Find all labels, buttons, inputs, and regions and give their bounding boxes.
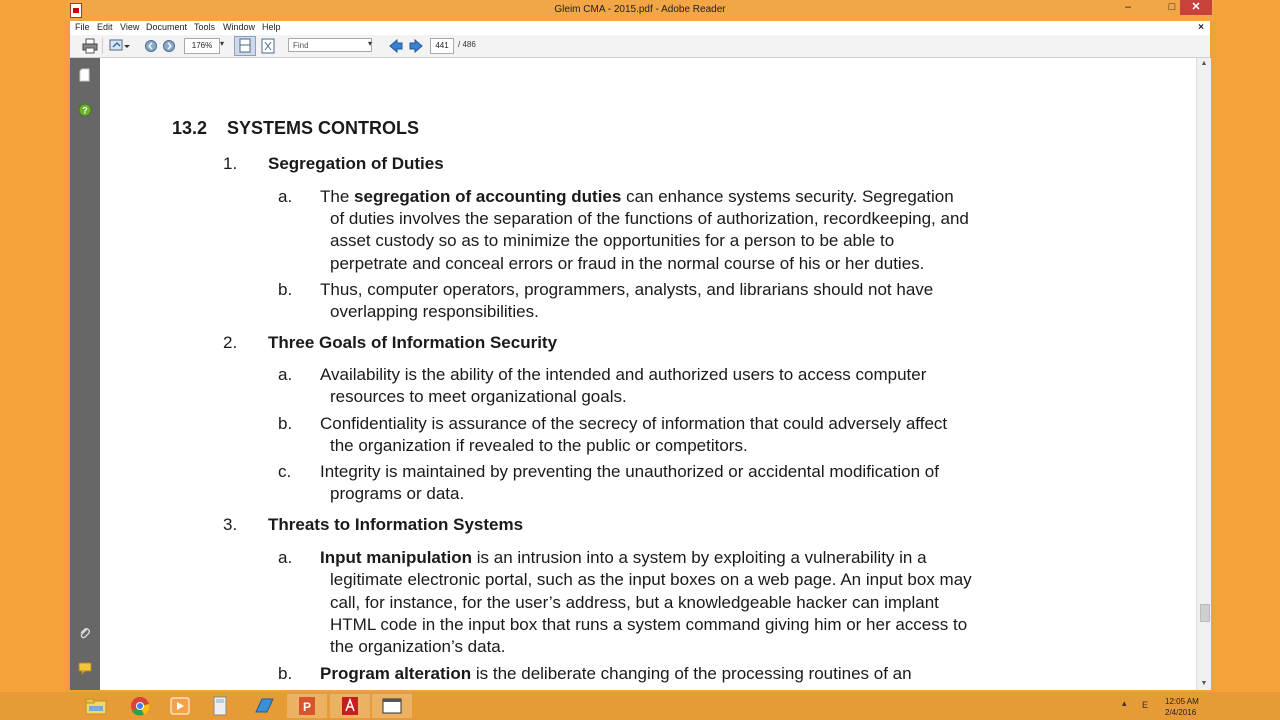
title-bar[interactable]: [66, 0, 1214, 21]
share-icon[interactable]: [108, 38, 130, 54]
scroll-up-icon[interactable]: ▲: [1200, 60, 1208, 67]
minimize-button[interactable]: –: [1124, 1, 1132, 13]
svg-text:P: P: [302, 700, 312, 714]
help-icon[interactable]: [78, 103, 92, 117]
menu-bar: [70, 21, 1210, 35]
taskbar: [0, 692, 1280, 720]
show-hidden-icons[interactable]: ▴: [1122, 698, 1127, 708]
maximize-button[interactable]: □: [1168, 1, 1176, 13]
page-thumbnails-icon[interactable]: [78, 68, 92, 82]
scroll-down-icon[interactable]: ▼: [1200, 680, 1208, 687]
subitem-letter: a.: [278, 365, 293, 384]
single-page-view-button[interactable]: [234, 36, 256, 56]
text-line: the organization’s data.: [330, 637, 506, 656]
section-number: 13.2: [172, 118, 208, 138]
find-input[interactable]: Find: [288, 38, 372, 52]
pdf-page: [100, 58, 1196, 690]
text-line: asset custody so as to minimize the opportunities for a person to be able to: [330, 231, 895, 250]
text-line: Input manipulation is an intrusion into a system by exploiting a vulnerability in a: [320, 548, 927, 567]
item-heading: Threats to Information Systems: [268, 515, 524, 534]
text-line: HTML code in the input box that runs a system command giving him or her access to: [330, 615, 968, 634]
zoom-dropdown-icon[interactable]: ▾: [220, 39, 225, 48]
comments-icon[interactable]: [78, 661, 92, 675]
text-line: Integrity is maintained by preventing the unauthorized or accidental modification of: [320, 462, 939, 481]
clock-time[interactable]: 12:05 AM: [1165, 697, 1199, 706]
menu-window[interactable]: Window: [223, 22, 256, 32]
item-heading: Three Goals of Information Security: [268, 333, 558, 352]
section-title: SYSTEMS CONTROLS: [227, 118, 420, 138]
taskbar-file-explorer[interactable]: [76, 694, 116, 718]
text-line: programs or data.: [330, 484, 465, 503]
attachments-icon[interactable]: [78, 626, 92, 640]
text-line: Program alteration is the deliberate changing of the processing routines of an: [320, 664, 912, 683]
subitem-letter: a.: [278, 187, 293, 206]
menu-help[interactable]: Help: [262, 22, 281, 32]
page-number-input[interactable]: 441: [430, 38, 454, 54]
text-line: Thus, computer operators, programmers, analysts, and librarians should not have: [320, 280, 934, 299]
menu-file[interactable]: File: [75, 22, 90, 32]
subitem-letter: b.: [278, 664, 293, 683]
navigation-pane: [70, 58, 100, 690]
taskbar-window-app[interactable]: [372, 694, 412, 718]
menu-edit[interactable]: Edit: [97, 22, 113, 32]
next-page-icon[interactable]: [408, 38, 424, 54]
item-number: 3.: [223, 515, 238, 534]
text-line: the organization if revealed to the public or competitors.: [330, 436, 748, 455]
subitem-letter: b.: [278, 414, 293, 433]
menu-tools[interactable]: Tools: [194, 22, 216, 32]
fit-page-icon[interactable]: [260, 38, 276, 54]
close-button[interactable]: ✕: [1180, 0, 1212, 15]
find-dropdown-icon[interactable]: ▾: [368, 39, 373, 48]
text-line: call, for instance, for the user’s address, but a knowledgeable hacker can implant: [330, 593, 939, 612]
document-view[interactable]: [100, 58, 1196, 690]
window-title: Gleim CMA - 2015.pdf - Adobe Reader: [554, 4, 726, 15]
taskbar-adobe-reader[interactable]: [330, 694, 370, 718]
text-line: Confidentiality is assurance of the secrecy of information that could adversely affect: [320, 414, 948, 433]
taskbar-chrome[interactable]: [120, 694, 160, 718]
item-number: 1.: [223, 154, 238, 173]
page-total-label: / 486: [458, 40, 476, 49]
vertical-scrollbar[interactable]: [1196, 58, 1211, 690]
menu-view[interactable]: View: [120, 22, 140, 32]
app-window: [66, 0, 1214, 692]
clock-date[interactable]: 2/4/2016: [1165, 708, 1197, 717]
taskbar-powerpoint[interactable]: [287, 694, 327, 718]
text-line: Availability is the ability of the intended and authorized users to access computer: [320, 365, 927, 384]
subitem-letter: a.: [278, 548, 293, 567]
text-line: overlapping responsibilities.: [330, 302, 539, 321]
subitem-letter: b.: [278, 280, 293, 299]
menu-document[interactable]: Document: [146, 22, 188, 32]
close-document-icon[interactable]: ×: [1198, 22, 1204, 33]
previous-view-icon[interactable]: [144, 38, 158, 54]
language-indicator[interactable]: E: [1142, 700, 1149, 710]
svg-text:?: ?: [82, 105, 88, 116]
taskbar-media-player[interactable]: [160, 694, 200, 718]
print-icon[interactable]: [82, 38, 98, 54]
toolbar: [70, 35, 1210, 58]
next-view-icon[interactable]: [162, 38, 176, 54]
text-line: The segregation of accounting duties can enhance systems security. Segregation: [320, 187, 954, 206]
item-heading: Segregation of Duties: [268, 154, 444, 173]
text-line: perpetrate and conceal errors or fraud in the normal course of his or her duties.: [330, 254, 925, 273]
toolbar-separator: [102, 38, 103, 54]
taskbar-calculator[interactable]: [200, 694, 240, 718]
previous-page-icon[interactable]: [388, 38, 404, 54]
text-line: of duties involves the separation of the functions of authorization, recordkeeping, and: [330, 209, 969, 228]
zoom-level-input[interactable]: 176%: [184, 38, 220, 54]
scroll-thumb[interactable]: [1200, 604, 1210, 622]
taskbar-blue-app[interactable]: [244, 694, 284, 718]
subitem-letter: c.: [278, 462, 292, 481]
item-number: 2.: [223, 333, 238, 352]
text-line: legitimate electronic portal, such as the input boxes on a web page. An input box may: [330, 570, 972, 589]
text-line: resources to meet organizational goals.: [330, 387, 627, 406]
